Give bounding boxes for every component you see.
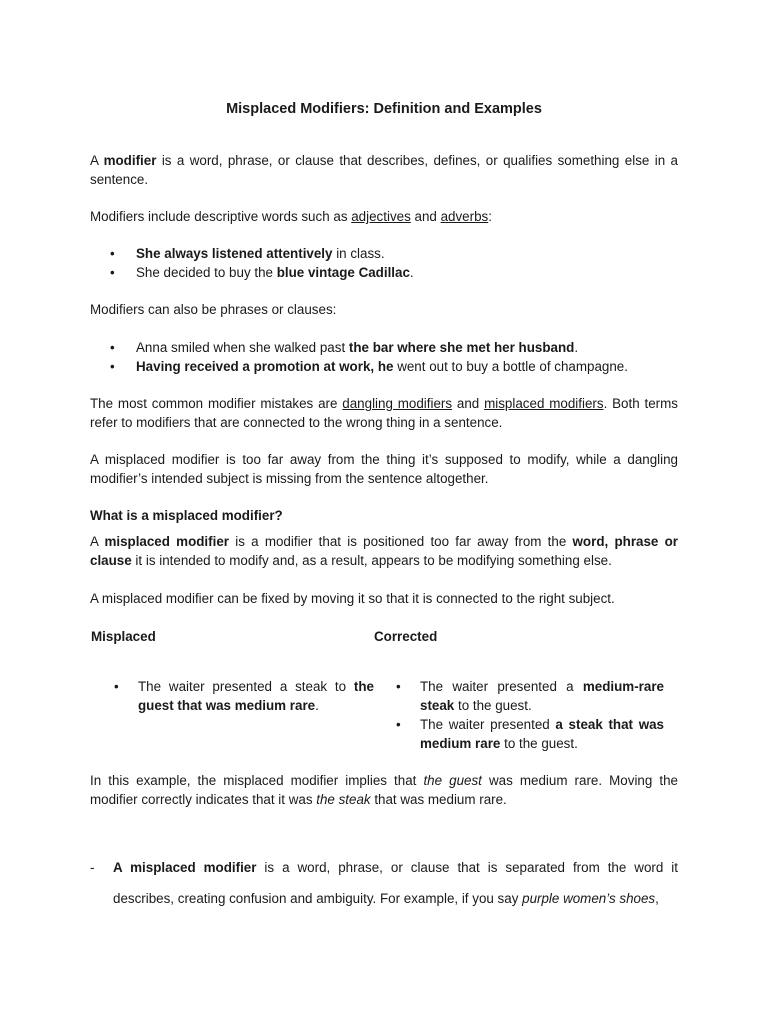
bold-text: A misplaced modifier [113, 860, 257, 875]
page-title: Misplaced Modifiers: Definition and Examples [226, 101, 542, 117]
text: it is intended to modify and, as a result, appears to be modifying something else. [131, 553, 612, 568]
text: The waiter presented a steak to [138, 679, 354, 694]
text: In this example, the misplaced modifier implies that [90, 773, 424, 788]
bold-text: Having received a promotion at work, he [136, 359, 394, 374]
text: to the guest. [500, 736, 578, 751]
list-item [90, 338, 678, 357]
text: is a modifier that is positioned too far away from the [229, 534, 573, 549]
bold-text: She always listened attentively [136, 246, 333, 261]
bold-text: a steak that was medium rare [420, 717, 665, 751]
corrected-example-column [396, 677, 664, 753]
link-dangling-modifiers[interactable]: dangling modifiers [342, 396, 453, 411]
bold-text: word, phrase or clause [90, 534, 678, 568]
text: and [452, 396, 485, 411]
text: was medium rare. Moving the modifier correctly indicates that it was [90, 773, 678, 807]
text: A [90, 534, 105, 549]
text: . [409, 265, 414, 280]
italic-text: the steak [316, 792, 371, 807]
text: is a word, phrase, or clause that describes, defines, or qualifies something else in a sentence. [90, 153, 678, 187]
italic-text: purple women’s shoes [522, 891, 656, 906]
paragraph-common-mistakes [90, 394, 678, 432]
italic-text: the guest [423, 773, 482, 788]
paragraph-comparison: A misplaced modifier is too far away from the thing it’s supposed to modify, while a dangling modifier’s intended subject is missing from the sentence altogether. [90, 452, 678, 486]
list-item [90, 263, 678, 282]
text: . [315, 698, 319, 713]
text: Modifiers include descriptive words such as [90, 209, 352, 224]
list-item [396, 715, 664, 753]
text: in class. [332, 246, 385, 261]
link-adverbs[interactable]: adverbs [440, 209, 489, 224]
paragraph-example-explanation [90, 771, 678, 809]
text: The waiter presented a [420, 679, 583, 694]
dash-bullet: - [90, 860, 95, 875]
bold-text: the guest that was medium rare [138, 679, 374, 713]
bullet-list-words [90, 244, 678, 282]
bold-text: medium-rare steak [420, 679, 664, 713]
text: The most common modifier mistakes are [90, 396, 343, 411]
text: , [655, 891, 659, 906]
term-modifier: modifier [103, 153, 157, 168]
paragraph-fix: A misplaced modifier can be fixed by moving it so that it is connected to the right subject. [90, 591, 615, 606]
bullet-list-phrases [90, 338, 678, 376]
column-header-corrected: Corrected [374, 629, 438, 644]
section-heading: What is a misplaced modifier? [90, 508, 283, 523]
text: to the guest. [454, 698, 532, 713]
list-item [90, 244, 678, 263]
bold-text: misplaced modifier [104, 534, 229, 549]
misplaced-example-column [114, 677, 374, 715]
list-item [114, 677, 374, 715]
text: . [574, 340, 579, 355]
paragraph-modifier-definition [90, 151, 678, 189]
bold-text: blue vintage Cadillac [276, 265, 410, 280]
text: is a word, phrase, or clause that is separated from the word it describes, creating confusion and ambiguity. For example, if you say [113, 860, 678, 906]
text: that was medium rare. [370, 792, 507, 807]
link-adjectives[interactable]: adjectives [351, 209, 411, 224]
column-header-misplaced: Misplaced [91, 629, 156, 644]
text: . Both terms refer to modifiers that are connected to the wrong thing in a sentence. [90, 396, 678, 430]
text: : [488, 209, 492, 224]
list-item [396, 677, 664, 715]
paragraph-misplaced-definition [90, 532, 678, 570]
text: and [410, 209, 441, 224]
text: A [90, 153, 104, 168]
text: went out to buy a bottle of champagne. [393, 359, 628, 374]
text: She decided to buy the [136, 265, 277, 280]
bold-text: the bar where she met her husband [348, 340, 575, 355]
text: The waiter presented [420, 717, 556, 732]
paragraph-phrases: Modifiers can also be phrases or clauses: [90, 302, 337, 317]
link-misplaced-modifiers[interactable]: misplaced modifiers [484, 396, 604, 411]
text: Anna smiled when she walked past [136, 340, 349, 355]
list-item [90, 357, 678, 376]
paragraph-descriptive-words [90, 207, 678, 226]
paragraph-last [113, 852, 678, 914]
